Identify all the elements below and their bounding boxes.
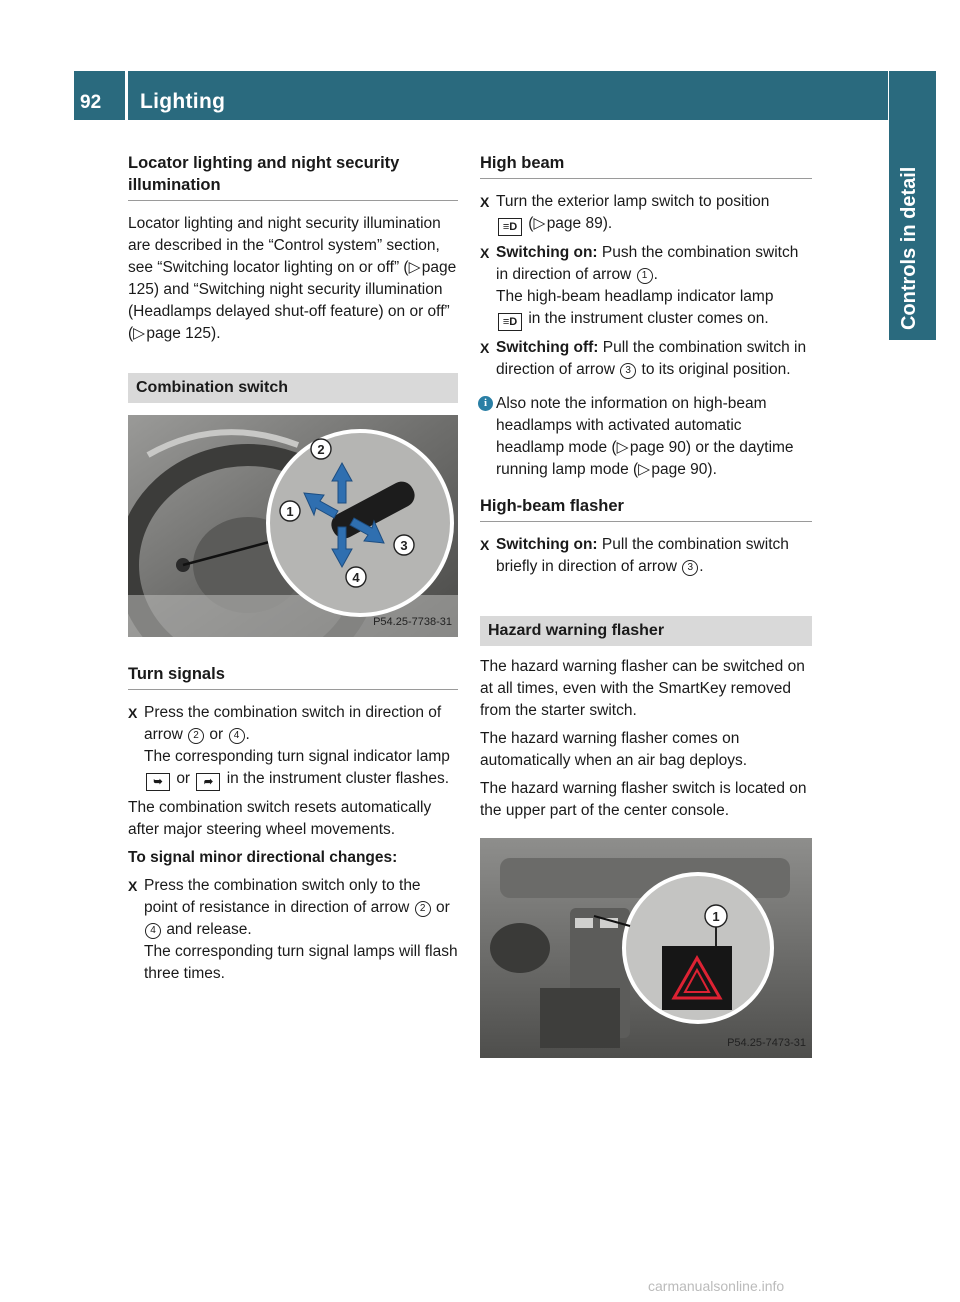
turn-reset-text: The combination switch resets automatically after major steering wheel movements. bbox=[128, 799, 432, 838]
turn-left-indicator-icon: ➦ bbox=[196, 773, 220, 791]
flasher-step: X Switching on: Pull the combination switch briefly in direction of arrow 3 . bbox=[480, 536, 789, 575]
step-marker-icon: X bbox=[480, 194, 490, 210]
turn-step-1: X Press the combination switch in direction of arrow 2 or 4 . The corresponding turn signal indicator lamp ➥ or ➦ in the instrument cluster flashes. bbox=[128, 702, 458, 791]
page-ref-arrow: ▷ bbox=[533, 215, 547, 232]
turn-step-text-a: Press the combination switch in direction of arrow bbox=[144, 704, 442, 743]
fl-on-label: Switching on: bbox=[496, 536, 598, 553]
page-ref-arrow: ▷ bbox=[638, 461, 652, 478]
combination-switch-illustration bbox=[128, 415, 458, 637]
info-text-b: ) or the daytime running lamp mode ( bbox=[496, 439, 794, 478]
info-note bbox=[480, 393, 812, 481]
info-page-ref-1[interactable]: page 90 bbox=[629, 439, 686, 456]
hazard-text-2: The hazard warning flasher comes on automatically when an air bag deploys. bbox=[480, 730, 748, 769]
combination-switch-photo bbox=[128, 415, 458, 637]
hb-on-step: X Switching on: Push the combination switch in direction of arrow 1 . The high-beam headlamp indicator lamp ≡D in the instrument cluster comes on. bbox=[480, 242, 812, 331]
arrow-3-icon: 3 bbox=[682, 560, 698, 576]
hazard-heading: Hazard warning flasher bbox=[480, 616, 812, 646]
hb-off-text-a: Pull the combination switch in direction of arrow bbox=[496, 339, 807, 378]
combination-switch-heading: Combination switch bbox=[128, 373, 458, 403]
photo-code: P54.25-7738-31 bbox=[373, 616, 452, 628]
turn-step-text-b: or bbox=[209, 726, 224, 743]
side-tab-top bbox=[889, 71, 936, 120]
arrow-3-icon: 3 bbox=[620, 363, 636, 379]
turn-step-text-c: The corresponding turn signal indicator lamp bbox=[144, 748, 450, 765]
low-beam-icon: ≡D bbox=[498, 218, 522, 236]
arrow-2-icon: 2 bbox=[188, 728, 204, 744]
minor-step-text-b: or bbox=[435, 899, 450, 916]
step-marker-icon: X bbox=[480, 340, 490, 356]
hazard-switch-photo bbox=[480, 838, 812, 1058]
hb-page-ref[interactable]: page 89 bbox=[546, 215, 603, 232]
watermark: carmanualsonline.info bbox=[648, 1278, 785, 1294]
right-column bbox=[480, 152, 812, 1058]
callout-2: 2 bbox=[317, 442, 325, 457]
hazard-photo-code: P54.25-7473-31 bbox=[727, 1037, 806, 1049]
left-column bbox=[128, 152, 458, 991]
hb-on-text-b: The high-beam headlamp indicator lamp bbox=[496, 288, 774, 305]
page-ref-arrow: ▷ bbox=[133, 325, 147, 342]
page-title: Lighting bbox=[140, 90, 226, 113]
side-tab-label: Controls in detail bbox=[898, 166, 920, 330]
hazard-switch-illustration bbox=[480, 838, 812, 1058]
arrow-4-icon: 4 bbox=[145, 923, 161, 939]
info-text-a: Also note the information on high-beam headlamps with activated automatic headlamp mode ( bbox=[496, 395, 767, 456]
high-beam-indicator-icon: ≡D bbox=[498, 313, 522, 331]
header-divider bbox=[125, 71, 128, 120]
arrow-1-icon: 1 bbox=[637, 268, 653, 284]
hb-off-step bbox=[480, 337, 812, 381]
hb-step1-text: Turn the exterior lamp switch to position bbox=[496, 193, 770, 210]
minor-heading: To signal minor directional changes: bbox=[128, 849, 398, 866]
hb-on-label: Switching on: bbox=[496, 244, 598, 261]
hb-off-label: Switching off: bbox=[496, 339, 599, 356]
hb-step-1: X Turn the exterior lamp switch to position ≡D (▷ page 89). bbox=[480, 191, 812, 236]
fl-on-text: Pull the combination switch briefly in direction of arrow bbox=[496, 536, 789, 575]
turn-step-text-e: in the instrument cluster flashes. bbox=[226, 770, 450, 787]
callout-1: 1 bbox=[286, 504, 294, 519]
high-beam-heading: High beam bbox=[480, 152, 812, 179]
callout-4: 4 bbox=[352, 570, 360, 585]
minor-step-text-d: The corresponding turn signal lamps will flash three times. bbox=[144, 943, 458, 982]
locator-paragraph bbox=[128, 213, 458, 345]
step-marker-icon: X bbox=[128, 705, 138, 721]
locator-page-ref-2[interactable]: page 125 bbox=[146, 325, 212, 342]
turn-signals-heading: Turn signals bbox=[128, 663, 458, 690]
arrow-2-icon: 2 bbox=[415, 901, 431, 917]
info-icon: i bbox=[478, 396, 493, 411]
locator-text-a: Locator lighting and night security illumination are described in the “Control system” section, see “Switching locator lighting on or off” ( bbox=[128, 215, 441, 276]
step-marker-icon: X bbox=[480, 537, 490, 553]
hb-off-text-b: to its original position. bbox=[641, 361, 791, 378]
hb-on-text-a: Push the combination switch in direction of arrow bbox=[496, 244, 799, 283]
turn-step-text-d: or bbox=[176, 770, 191, 787]
hazard-callout-1: 1 bbox=[712, 909, 720, 924]
page-ref-arrow: ▷ bbox=[616, 439, 630, 456]
locator-text-c: ). bbox=[211, 325, 221, 342]
locator-heading: Locator lighting and night security illumination bbox=[128, 152, 458, 201]
locator-page-ref-1[interactable]: page 125 bbox=[128, 259, 457, 298]
hazard-text-3: The hazard warning flasher switch is located on the upper part of the center console. bbox=[480, 780, 807, 819]
arrow-4-icon: 4 bbox=[229, 728, 245, 744]
minor-step bbox=[128, 875, 458, 985]
hazard-text-1: The hazard warning flasher can be switched on at all times, even with the SmartKey removed from the starter switch. bbox=[480, 658, 805, 719]
page-ref-arrow: ▷ bbox=[408, 259, 422, 276]
step-marker-icon: X bbox=[480, 245, 490, 261]
high-beam-flasher-heading: High-beam flasher bbox=[480, 495, 812, 522]
info-text-c: ). bbox=[707, 461, 717, 478]
minor-step-text-c: and release. bbox=[166, 921, 252, 938]
info-page-ref-2[interactable]: page 90 bbox=[651, 461, 708, 478]
step-marker-icon: X bbox=[128, 878, 138, 894]
hb-on-text-c: in the instrument cluster comes on. bbox=[528, 310, 769, 327]
turn-right-indicator-icon: ➥ bbox=[146, 773, 170, 791]
page-number: 92 bbox=[80, 92, 102, 113]
minor-step-text-a: Press the combination switch only to the point of resistance in direction of arrow bbox=[144, 877, 421, 916]
callout-3: 3 bbox=[400, 538, 408, 553]
locator-text-b: ) and “Switching night security illumination (Headlamps delayed shut-off feature) on or off” ( bbox=[128, 281, 450, 342]
